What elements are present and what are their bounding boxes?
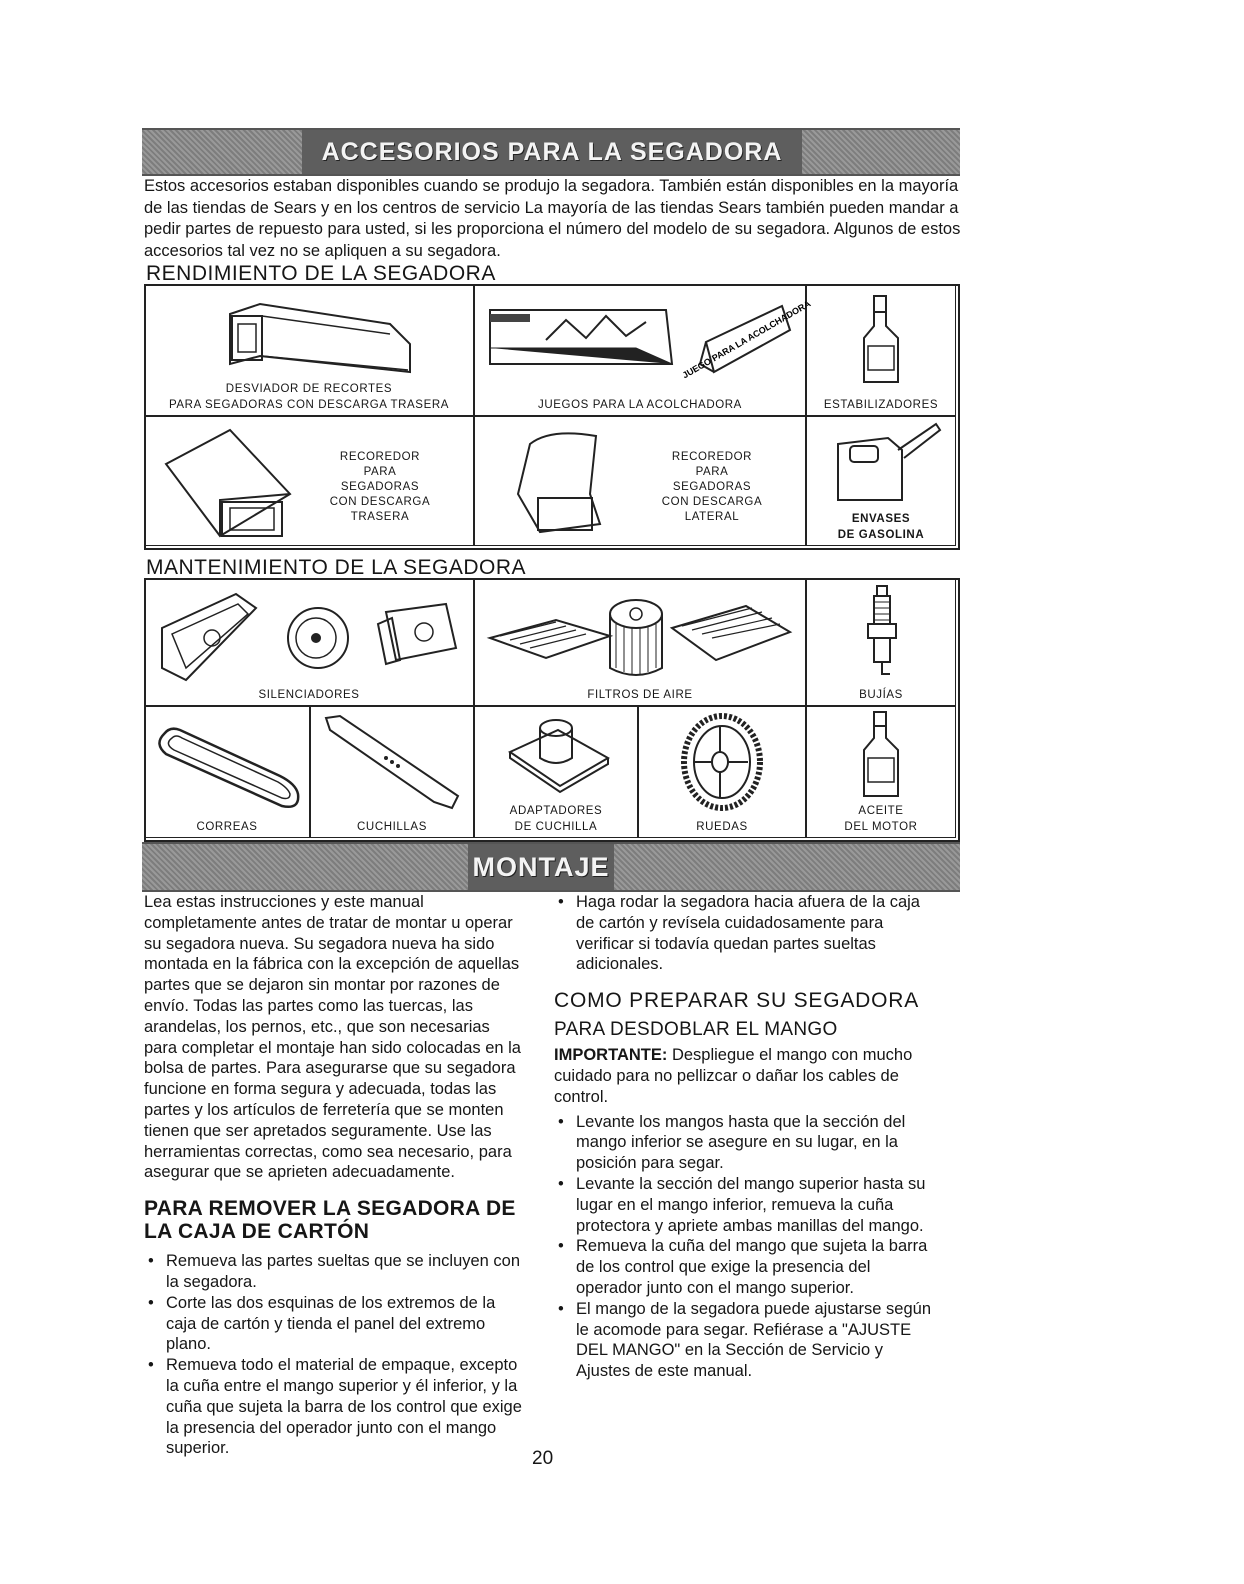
stabilizer-bottle-icon xyxy=(858,292,904,388)
bullet-line: protectora y apriete ambas manillas del mango. xyxy=(576,1216,924,1235)
aceite-label-1: ACEITE xyxy=(858,805,904,817)
bullet-line: Ajustes de este manual. xyxy=(576,1362,753,1381)
intro-line: tienen que ser apretados seguramente. Use las xyxy=(144,1121,492,1140)
bullet-line: la segadora. xyxy=(166,1272,257,1291)
correas-label: CORREAS xyxy=(196,821,258,833)
acolchadora-label: JUEGOS PARA LA ACOLCHADORA xyxy=(538,399,742,411)
intro-line: su segadora nueva. Su segadora nueva ha sido xyxy=(144,934,495,953)
bujias-label: BUJÍAS xyxy=(859,689,903,701)
recoredor-trasera-line: PARA xyxy=(363,466,397,478)
intro-line: para completar el montaje han sido colocadas en la xyxy=(144,1038,521,1057)
right-column xyxy=(554,892,964,1382)
importante-line: cuidado para no pellizcar o dañar los cables de xyxy=(554,1066,899,1085)
handle-bullet xyxy=(554,1174,964,1236)
ruedas-label: RUEDAS xyxy=(696,821,748,833)
gas-can-icon xyxy=(828,420,946,506)
importante-line xyxy=(554,1045,964,1066)
intro-line: arandelas, los pernos, etc., que son necesarias xyxy=(144,1017,490,1036)
intro-line: montada en la fábrica con la excepción de aquellas xyxy=(144,955,520,974)
bullet-line: • Levante la sección del mango superior hasta su xyxy=(576,1174,926,1193)
unfold-handle-heading: PARA DESDOBLAR EL MANGO xyxy=(554,1019,838,1041)
importante-text: Despliegue el mango con mucho xyxy=(667,1046,913,1065)
remove-bullet xyxy=(144,1293,544,1355)
remove-bullet xyxy=(144,1355,544,1459)
cuchillas-label: CUCHILLAS xyxy=(357,821,427,833)
intro-line: asegurar que se aprieten adecuadamente. xyxy=(144,1163,455,1182)
bullet-line: DEL MANGO" en la Sección de Servicio y xyxy=(576,1341,883,1360)
accessories-banner-title: ACCESORIOS PARA LA SEGADORA xyxy=(302,130,802,174)
montaje-banner xyxy=(142,842,960,892)
desviador-label-1: DESVIADOR DE RECORTES xyxy=(225,383,393,395)
bullet-line: • Remueva todo el material de empaque, excepto xyxy=(166,1356,518,1375)
intro-line: funcione en forma segura y adecuada, todas las xyxy=(144,1080,497,1099)
bullet-line: caja de cartón y tienda el panel del extremo xyxy=(166,1314,486,1333)
bullet-line: operador junto con el mango superior. xyxy=(576,1278,854,1297)
prepare-heading: COMO PREPARAR SU SEGADORA xyxy=(554,989,920,1013)
bullet-line: superior. xyxy=(166,1439,230,1458)
bullet-line: • Remueva las partes sueltas que se incluyen con xyxy=(166,1252,521,1271)
recoredor-lateral-label xyxy=(632,450,792,525)
blade-icon xyxy=(322,712,462,812)
side-bagger-icon xyxy=(510,424,610,542)
recoredor-lateral-line: CON DESCARGA xyxy=(661,496,763,508)
filtros-label: FILTROS DE AIRE xyxy=(587,689,693,701)
intro-line: herramientas correctas, como sea necesario, para xyxy=(144,1142,512,1161)
bullet-line: cuña que sujeta la barra de los control que exige xyxy=(166,1397,522,1416)
recoredor-lateral-line: RECOREDOR xyxy=(671,451,753,463)
envases-label-2: DE GASOLINA xyxy=(837,529,925,541)
recoredor-lateral-line: LATERAL xyxy=(684,511,740,523)
intro-line: partes y los artículos de ferretería que se monten xyxy=(144,1100,504,1119)
remove-bullet xyxy=(144,1251,544,1293)
bullet-line: la presencia del operador junto con el mango xyxy=(166,1418,497,1437)
silenciadores-label: SILENCIADORES xyxy=(258,689,360,701)
rear-bagger-icon xyxy=(160,424,310,542)
left-column xyxy=(144,892,544,1459)
mulching-kit-icon xyxy=(486,292,813,384)
aceite-label-2: DEL MOTOR xyxy=(844,821,918,833)
adaptadores-label-1: ADAPTADORES xyxy=(509,805,603,817)
bullet-line: posición para segar. xyxy=(576,1154,724,1173)
adaptadores-label-2: DE CUCHILLA xyxy=(514,821,598,833)
oil-bottle-icon xyxy=(858,710,904,800)
bullet-line: • El mango de la segadora puede ajustarse según xyxy=(576,1299,931,1318)
desviador-icon xyxy=(220,294,430,378)
bullet-line: le acomode para segar. Refiérase a "AJUSTE xyxy=(576,1320,912,1339)
recoredor-trasera-line: TRASERA xyxy=(350,511,410,523)
bullet-line: lugar en el mango inferior, remueva la cuña xyxy=(576,1195,894,1214)
bullet-line: verificar si todavía quedan partes sueltas xyxy=(576,934,876,953)
mulching-box-text: JUEGO PARA LA ACOLCHADORA xyxy=(680,298,813,381)
recoredor-trasera-line: RECOREDOR xyxy=(339,451,421,463)
recoredor-lateral-line: PARA xyxy=(695,466,729,478)
belt-icon xyxy=(150,720,306,814)
spark-plug-icon xyxy=(862,584,902,680)
blade-adapter-icon xyxy=(504,712,614,796)
estabilizadores-label: ESTABILIZADORES xyxy=(823,399,939,411)
bullet-line: la cuña entre el mango superior y él inferior, y la xyxy=(166,1376,518,1395)
page-number: 20 xyxy=(532,1448,554,1469)
recoredor-lateral-line: SEGADORAS xyxy=(672,481,752,493)
recoredor-trasera-line: CON DESCARGA xyxy=(329,496,431,508)
rendimiento-heading: RENDIMIENTO DE LA SEGADORA xyxy=(146,262,496,285)
recoredor-trasera-line: SEGADORAS xyxy=(340,481,420,493)
mantenimiento-heading: MANTENIMIENTO DE LA SEGADORA xyxy=(146,556,527,579)
wheel-icon xyxy=(672,710,772,814)
importante-label: IMPORTANTE: xyxy=(554,1046,668,1065)
remove-heading-2: LA CAJA DE CARTÓN xyxy=(144,1220,370,1244)
montaje-banner-title: MONTAJE xyxy=(468,844,614,890)
handle-bullet xyxy=(554,1112,964,1174)
intro-line: completamente antes de tratar de montar u operar xyxy=(144,913,513,932)
remove-heading-1: PARA REMOVER LA SEGADORA DE xyxy=(144,1197,516,1221)
bullet-line: de los control que exige la presencia del xyxy=(576,1258,871,1277)
recoredor-trasera-label xyxy=(300,450,460,525)
handle-bullet xyxy=(554,1236,964,1298)
importante-line: control. xyxy=(554,1087,609,1106)
air-filter-icon xyxy=(486,584,796,684)
accessories-banner xyxy=(142,128,960,176)
intro-line: envío. Todas las partes como las tuercas, las xyxy=(144,996,473,1015)
bullet-line: • Levante los mangos hasta que la sección del xyxy=(576,1112,906,1131)
intro-line: Lea estas instrucciones y este manual xyxy=(144,893,424,911)
desviador-label-2: PARA SEGADORAS CON DESCARGA TRASERA xyxy=(168,399,450,411)
bullet-line: • Corte las dos esquinas de los extremos de la xyxy=(166,1293,496,1312)
bullet-line: • Haga rodar la segadora hacia afuera de la caja xyxy=(576,893,920,911)
intro-line: bolsa de partes. Para asegurarse que su segadora xyxy=(144,1059,516,1078)
handle-bullet xyxy=(554,1299,964,1382)
bullet-line: plano. xyxy=(166,1335,211,1354)
bullet-line: mango inferior se asegure en su lugar, en la xyxy=(576,1133,898,1152)
intro-line: partes que se dejaron sin montar por razones de xyxy=(144,976,500,995)
muffler-icon xyxy=(156,588,466,684)
rollout-bullet xyxy=(554,892,964,975)
intro-paragraph: Estos accesorios estaban disponibles cuando se produjo la segadora. También están disponibles en la mayoría de las tiendas de Sears y en los centros de servicio La mayoría de las tiendas Sears también pueden mandar a pedir partes de repuesto para usted, si les proporciona el número del modelo de su segadora. Algunos de estos accesorios tal vez no se apliquen a su segadora. xyxy=(144,177,961,260)
bullet-line: adicionales. xyxy=(576,955,664,974)
envases-label-1: ENVASES xyxy=(851,513,911,525)
bullet-line: • Remueva la cuña del mango que sujeta la barra xyxy=(576,1237,928,1256)
bullet-line: de cartón y revísela cuidadosamente para xyxy=(576,913,884,932)
